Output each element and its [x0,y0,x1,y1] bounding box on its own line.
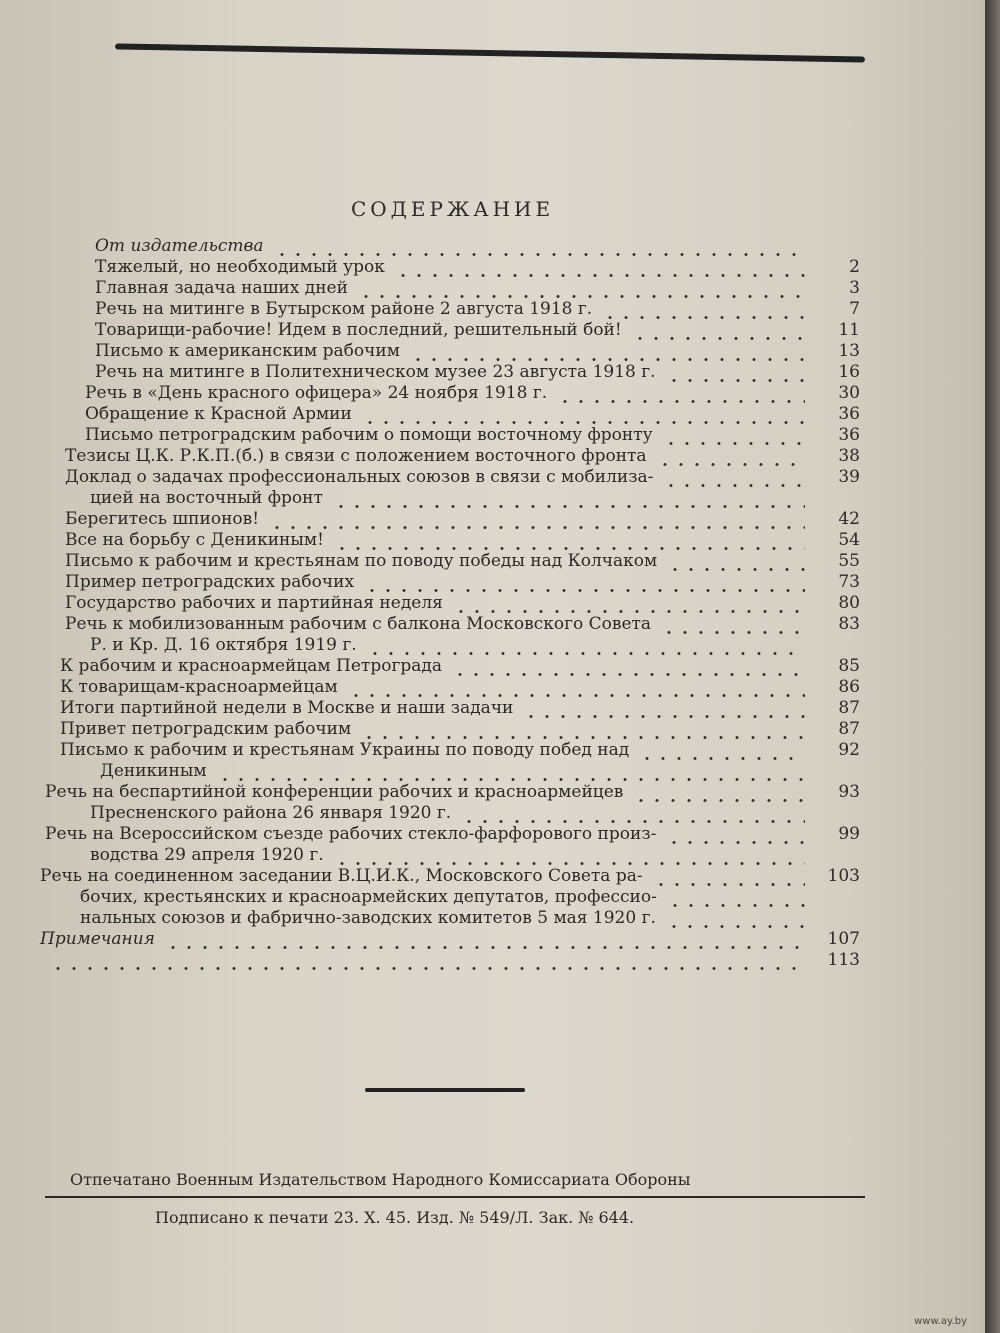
dot-leader [633,782,805,803]
toc-entry [40,698,860,719]
toc-entry-page: 54 [838,530,860,550]
toc-entry [40,488,860,509]
toc-entry [40,929,860,950]
toc-entry [40,866,860,887]
dot-leader [165,929,805,950]
toc-entry [40,740,860,761]
dot-leader [367,635,805,656]
dot-leader [461,803,805,824]
dot-leader [666,362,805,383]
toc-entry-title: Итоги партийной недели в Москве и наши задачи [60,698,514,718]
dot-leader [667,887,805,908]
toc-entry-title: Речь в «День красного офицера» 24 ноября 1918 г. [85,383,548,403]
toc-entry-title: Тезисы Ц.К. Р.К.П.(б.) в связи с положением восточного фронта [65,446,647,466]
dot-leader [523,698,805,719]
top-rule [115,43,865,62]
toc-entry-title: Тяжелый, но необходимый урок [95,257,385,277]
toc-entry [40,446,860,467]
toc-entry-title: Письмо к американским рабочим [95,341,400,361]
toc-entry [40,761,860,782]
dot-leader [364,572,805,593]
toc-entry [40,509,860,530]
dot-leader [639,740,805,761]
dot-leader [50,950,805,971]
toc-entry-title: нальных союзов и фабрично-заводских комитетов 5 мая 1920 г. [80,908,656,928]
toc-entry [40,551,860,572]
dot-leader [657,446,805,467]
toc-entry-page: 85 [838,656,860,676]
toc-entry-page: 83 [838,614,860,634]
dot-leader [602,299,805,320]
toc-entry [40,908,860,929]
toc-entry-page: 39 [838,467,860,487]
toc-entry-title: Речь на митинге в Бутырском районе 2 августа 1918 г. [95,299,593,319]
imprint-rule [45,1196,865,1198]
dot-leader [666,824,805,845]
toc-entry [40,950,860,971]
toc-entry-title: Р. и Кр. Д. 16 октября 1919 г. [90,635,357,655]
toc-entry [40,677,860,698]
toc-entry-page: 87 [838,719,860,739]
toc-entry-title: Пример петроградских рабочих [65,572,355,592]
toc-entry-page: 107 [827,929,860,949]
toc-entry-page: 55 [838,551,860,571]
dot-leader [358,278,805,299]
toc-entry-title: Все на борьбу с Деникиным! [65,530,324,550]
watermark: www.ay.by [914,1316,967,1327]
toc-entry-page: 80 [838,593,860,613]
toc-entry [40,425,860,446]
toc-entry [40,635,860,656]
toc-entry [40,803,860,824]
toc-entry [40,257,860,278]
dot-leader [362,404,805,425]
dot-leader [663,467,805,488]
dot-leader [217,761,805,782]
toc-entry [40,383,860,404]
dot-leader [663,425,805,446]
dot-leader [334,530,805,551]
toc-entry-title: Товарищи-рабочие! Идем в последний, решительный бой! [95,320,622,340]
book-spine [985,0,1000,1333]
imprint-print-details: Подписано к печати 23. X. 45. Изд. № 549/Л. Зак. № 644. [155,1208,635,1227]
toc-entry-title: Доклад о задачах профессиональных союзов в связи с мобилиза- [65,467,654,487]
toc-entry [40,362,860,383]
dot-leader [333,488,805,509]
toc-entry [40,572,860,593]
toc-entry [40,845,860,866]
toc-entry [40,782,860,803]
toc-entry [40,614,860,635]
toc-entry-page: 92 [838,740,860,760]
dot-leader [395,257,805,278]
toc-entry-page: 87 [838,698,860,718]
toc-entry-page: 38 [838,446,860,466]
toc-entry-title: бочих, крестьянских и красноармейских депутатов, профессио- [80,887,657,907]
toc-entry-page: 36 [838,404,860,424]
imprint-publisher: Отпечатано Военным Издательством Народного Комиссариата Обороны [70,1170,691,1189]
toc-entry-page: 3 [849,278,860,298]
bottom-rule [365,1088,525,1092]
toc-entry-title: Речь к мобилизованным рабочим с балкона Московского Совета [65,614,652,634]
dot-leader [653,866,805,887]
dot-leader [666,908,805,929]
toc-entry-page: 36 [838,425,860,445]
toc-entry-title: Деникиным [100,761,207,781]
toc-entry-title: Письмо к рабочим и крестьянам Украины по поводу побед над [60,740,630,760]
toc-entry-title: Берегитесь шпионов! [65,509,260,529]
toc-entry-page: 7 [849,299,860,319]
dot-leader [453,593,805,614]
toc-entry-title: К товарищам-красноармейцам [60,677,338,697]
toc-entry-page: 42 [838,509,860,529]
toc-entry-page: 13 [838,341,860,361]
toc-entry-page: 11 [838,320,860,340]
toc-entry [40,719,860,740]
toc-entry-page: 113 [827,950,860,970]
dot-leader [661,614,805,635]
dot-leader [334,845,805,866]
toc-entry-page: 93 [838,782,860,802]
dot-leader [348,677,805,698]
toc-entry-title: цией на восточный фронт [90,488,323,508]
dot-leader [410,341,805,362]
dot-leader [632,320,805,341]
table-of-contents [40,236,860,971]
toc-entry [40,887,860,908]
toc-entry [40,593,860,614]
toc-entry-title: Главная задача наших дней [95,278,348,298]
dot-leader [361,719,805,740]
toc-entry-title: Пресненского района 26 января 1920 г. [90,803,452,823]
toc-entry [40,341,860,362]
toc-entry-title: водства 29 апреля 1920 г. [90,845,324,865]
toc-entry-title: Письмо петроградским рабочим о помощи восточному фронту [85,425,653,445]
toc-entry-page: 16 [838,362,860,382]
toc-entry-page: 103 [827,866,860,886]
toc-entry-title: Примечания [40,929,155,949]
toc-entry-title: Речь на беспартийной конференции рабочих и красноармейцев [45,782,624,802]
dot-leader [269,509,805,530]
toc-entry [40,320,860,341]
toc-entry-page: 99 [838,824,860,844]
toc-entry [40,824,860,845]
toc-entry-title: Речь на соединенном заседании В.Ц.И.К., Московского Совета ра- [40,866,643,886]
toc-entry-title: Письмо к рабочим и крестьянам по поводу победы над Колчаком [65,551,658,571]
toc-entry-title: Привет петроградским рабочим [60,719,352,739]
toc-entry-page: 73 [838,572,860,592]
toc-entry [40,530,860,551]
toc-entry-page: 30 [838,383,860,403]
toc-entry-title: К рабочим и красноармейцам Петрограда [60,656,442,676]
dot-leader [667,551,805,572]
toc-entry-title: Речь на Всероссийском съезде рабочих стекло-фарфорового произ- [45,824,657,844]
toc-entry-title: Государство рабочих и партийная неделя [65,593,443,613]
toc-title: СОДЕРЖАНИЕ [350,197,555,221]
toc-entry-title: Обращение к Красной Армии [85,404,352,424]
dot-leader [557,383,805,404]
toc-entry [40,299,860,320]
toc-entry [40,467,860,488]
toc-entry [40,404,860,425]
toc-entry-title: От издательства [95,236,264,256]
toc-entry [40,278,860,299]
toc-entry [40,656,860,677]
toc-entry-page: 2 [849,257,860,277]
dot-leader [452,656,805,677]
toc-entry-title: Речь на митинге в Политехническом музее 23 августа 1918 г. [95,362,656,382]
toc-entry-page: 86 [838,677,860,697]
toc-entry [40,236,860,257]
dot-leader [274,236,805,257]
